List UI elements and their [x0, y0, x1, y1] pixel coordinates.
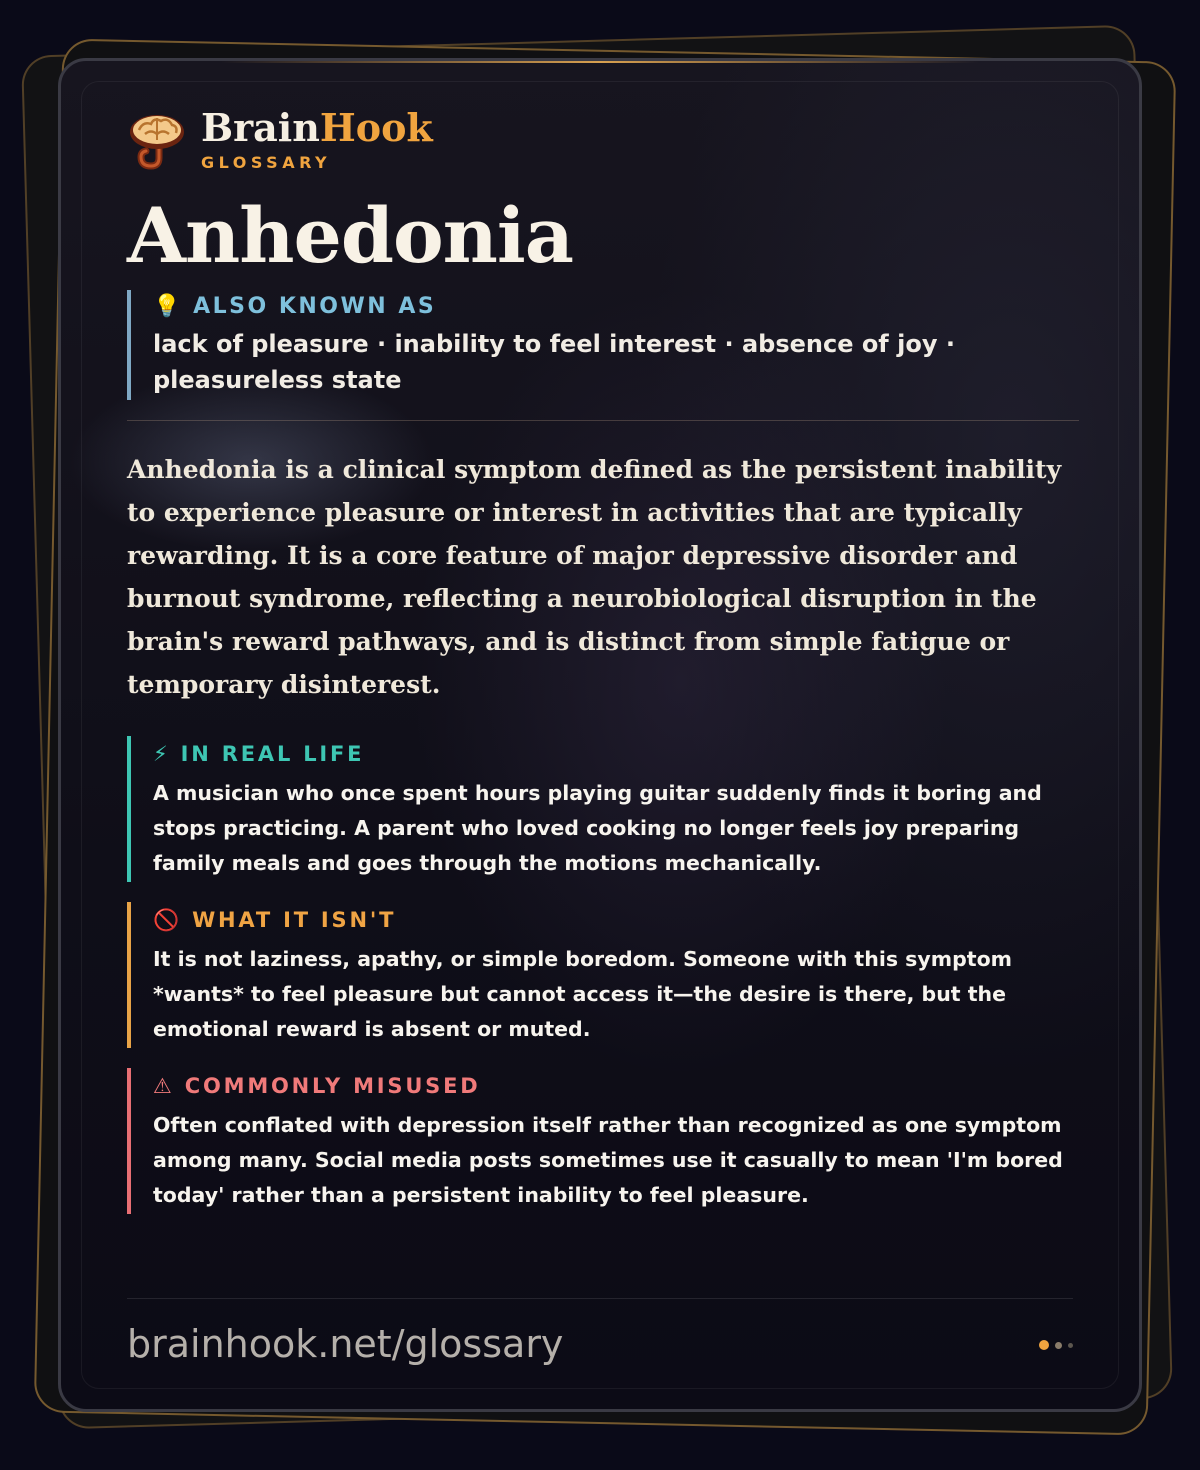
- in-real-life-heading: [153, 736, 1079, 769]
- section-divider: [127, 420, 1079, 421]
- card-top-accent: [221, 61, 979, 63]
- what-it-isnt-label: WHAT IT ISN'T: [192, 908, 397, 932]
- lightbulb-icon: 💡: [153, 294, 183, 319]
- definition-text: Anhedonia is a clinical symptom defined as the persistent inability to experience pleasure or interest in activities that are typically rewarding. It is a core feature of major depressive disorder and burnout syndrome, reflecting a neurobiological disruption in the brain's reward pathways, and is distinct from simple fatigue or temporary disinterest.: [127, 455, 1062, 699]
- in-real-life-section: [127, 736, 1079, 882]
- brain-hook-logo-icon: [127, 110, 187, 170]
- commonly-misused-section: [127, 1068, 1079, 1214]
- brand-subtitle: GLOSSARY: [201, 152, 332, 172]
- in-real-life-label: IN REAL LIFE: [180, 742, 365, 766]
- glossary-card: [58, 58, 1142, 1412]
- warning-icon: ⚠: [153, 1074, 175, 1098]
- commonly-misused-text: Often conflated with depression itself rather than recognized as one symptom among many. Social media posts sometimes use it casually to mean 'I'm bored today' rather than a persistent inability to feel pleasure.: [153, 1113, 1063, 1207]
- pagination-dot: [1055, 1342, 1062, 1349]
- also-known-as-heading: [153, 290, 1079, 322]
- brand-header: [127, 104, 1079, 172]
- footer-divider: [127, 1298, 1073, 1299]
- what-it-isnt-text: It is not laziness, apathy, or simple boredom. Someone with this symptom *wants* to feel pleasure but cannot access it—the desire is there, but the emotional reward is absent or muted.: [153, 947, 1013, 1041]
- brand-name-part-2: Hook: [319, 104, 433, 150]
- lightning-icon: ⚡: [153, 742, 171, 766]
- footer-url: brainhook.net/glossary: [127, 1322, 564, 1366]
- brand-name: [201, 104, 433, 150]
- prohibited-icon: 🚫: [153, 908, 182, 932]
- card-content: [127, 104, 1079, 1214]
- in-real-life-text: A musician who once spent hours playing guitar suddenly finds it boring and stops practicing. A parent who loved cooking no longer feels joy preparing family meals and goes through the motions mechanically.: [153, 781, 1042, 875]
- term-title: Anhedonia: [127, 191, 574, 280]
- commonly-misused-heading: [153, 1068, 1079, 1101]
- also-known-as-text: lack of pleasure · inability to feel interest · absence of joy · pleasureless state: [153, 330, 955, 394]
- pagination-dot-active: [1039, 1340, 1049, 1350]
- pagination-dot: [1068, 1343, 1073, 1348]
- also-known-as-label: ALSO KNOWN AS: [193, 294, 437, 319]
- commonly-misused-label: COMMONLY MISUSED: [184, 1074, 481, 1098]
- pagination-dots: [1033, 1340, 1073, 1350]
- also-known-as-block: [127, 290, 1079, 400]
- brand-name-part-1: Brain: [201, 104, 320, 150]
- what-it-isnt-heading: [153, 902, 1079, 935]
- what-it-isnt-section: [127, 902, 1079, 1048]
